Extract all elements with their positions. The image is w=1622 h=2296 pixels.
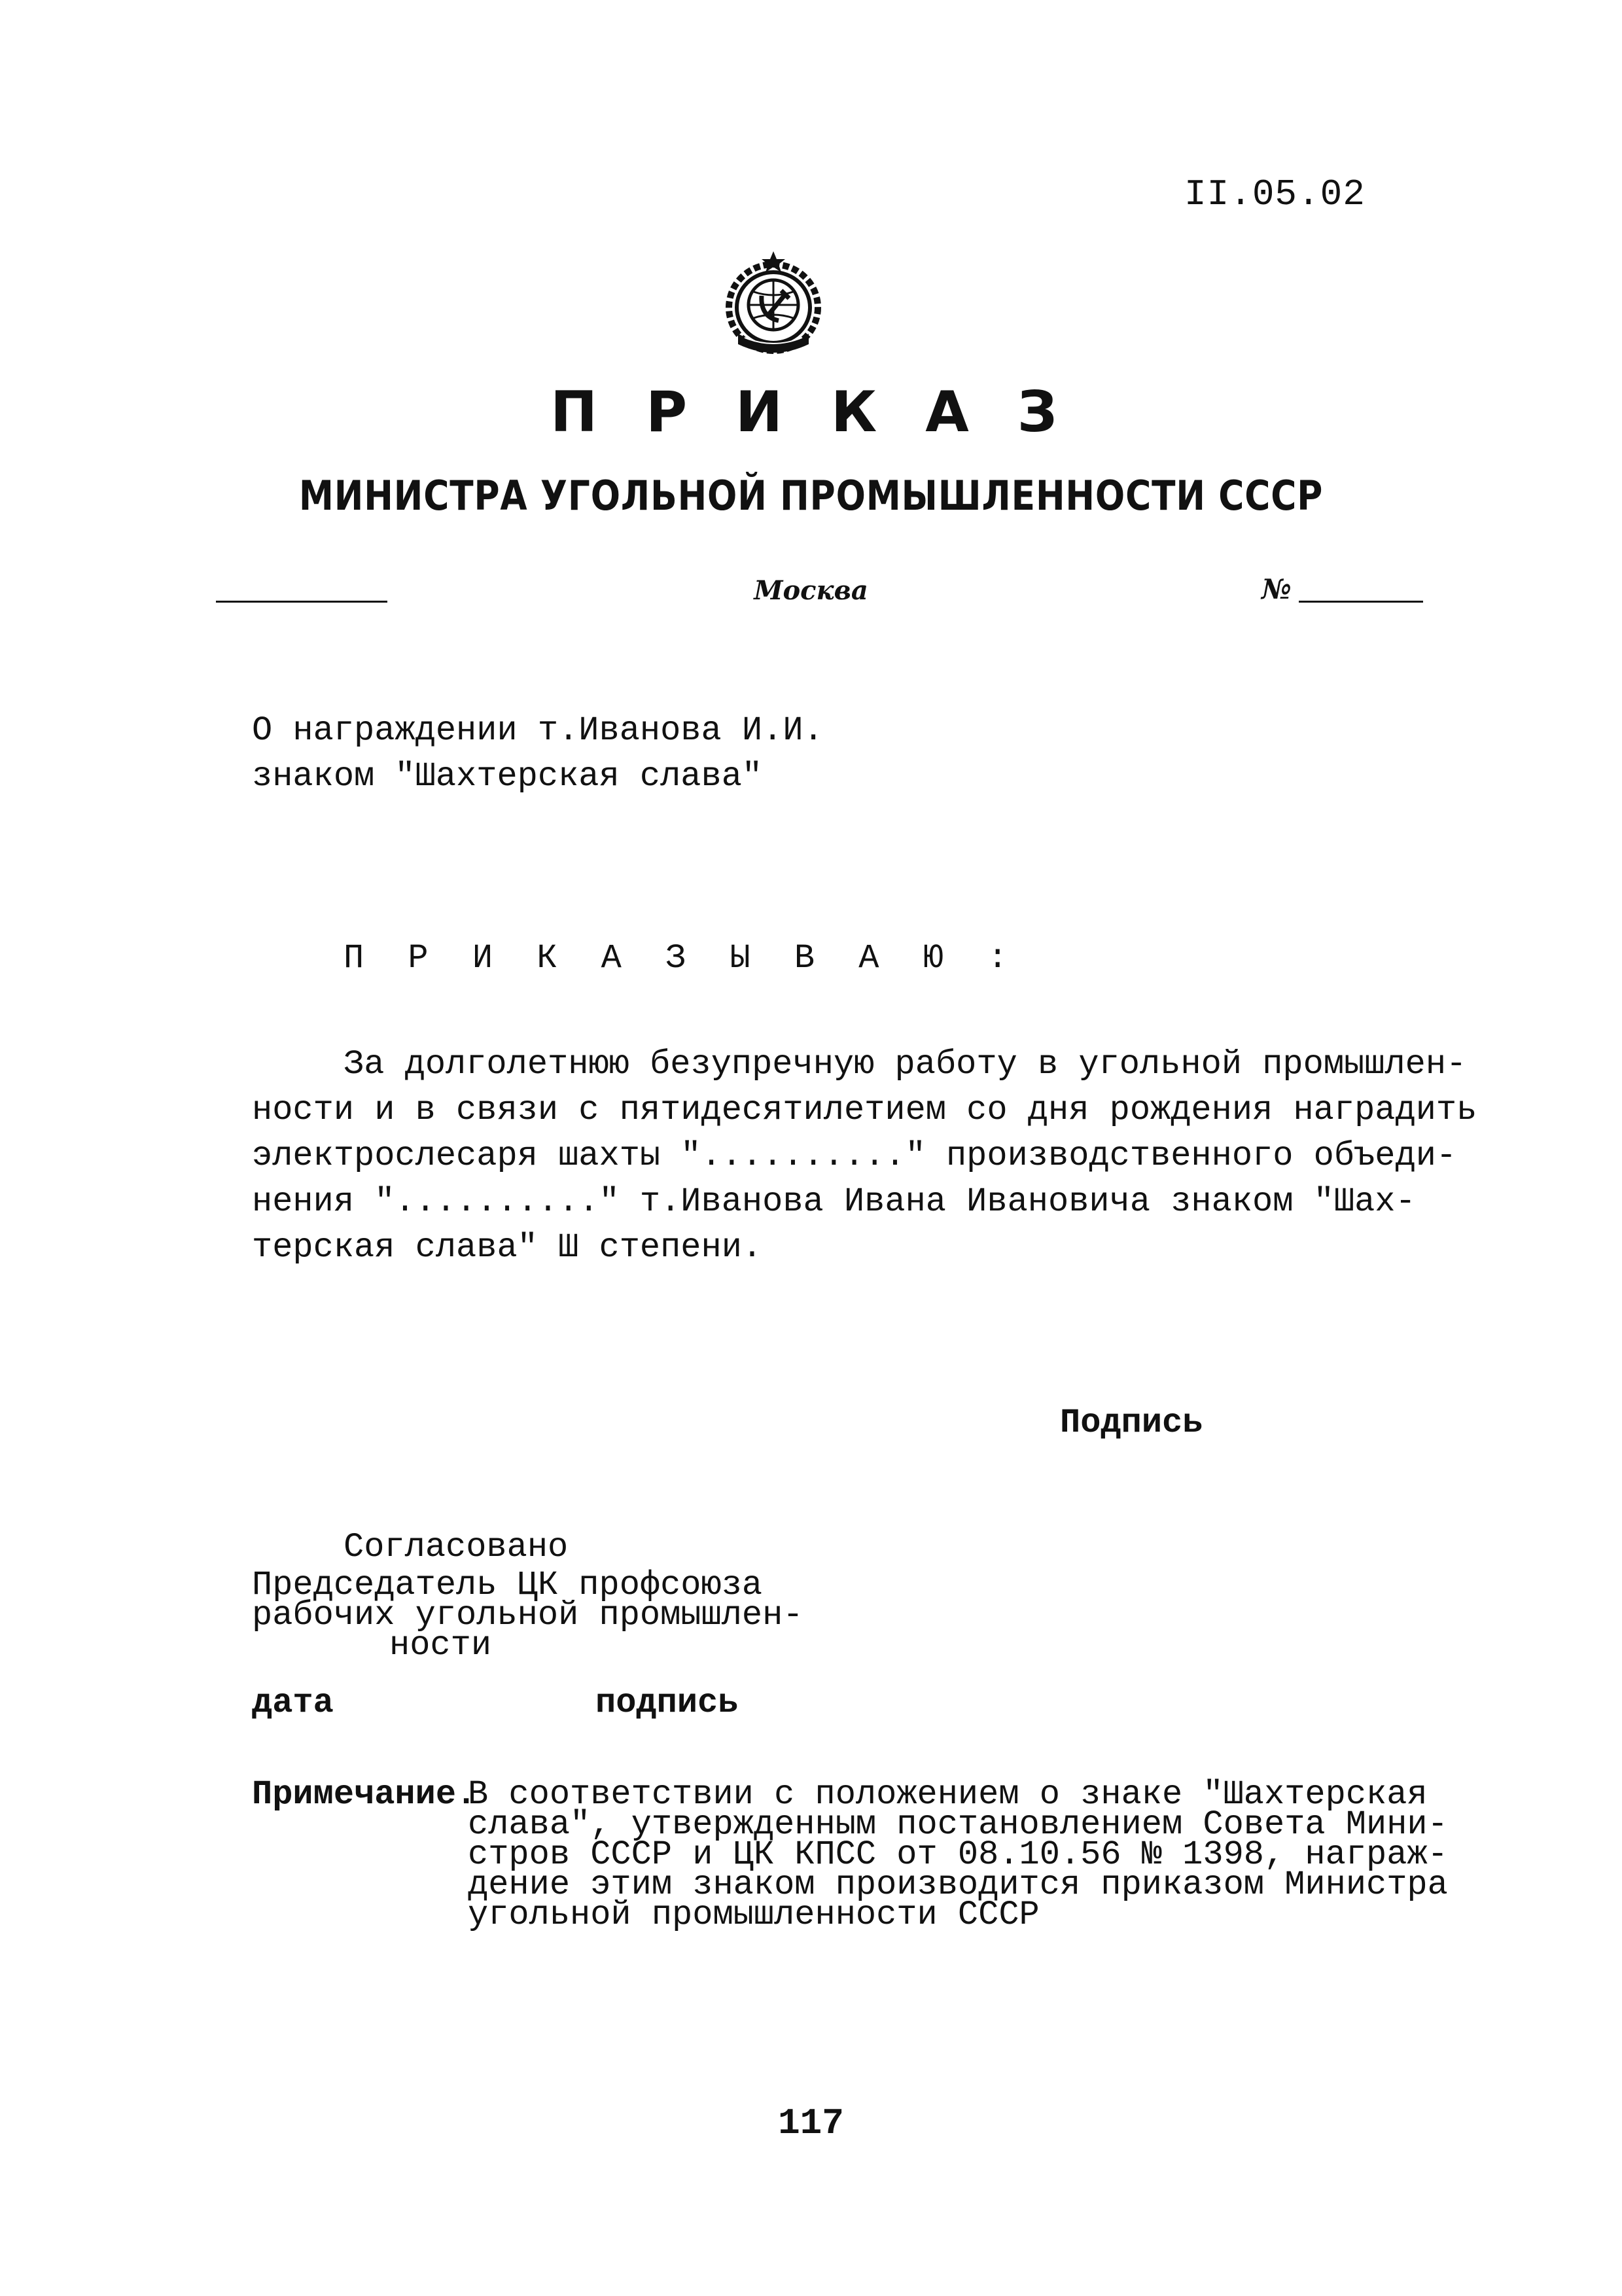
chairman-line: рабочих угольной промышлен- <box>252 1596 803 1634</box>
number-blank-line <box>1299 601 1423 603</box>
note-line: слава", утвержденным постановлением Совета Мини- <box>468 1805 1448 1844</box>
city-label: Москва <box>754 575 868 606</box>
body-line: ности и в связи с пятидесятилетием со дня рождения наградить <box>252 1091 1477 1129</box>
document-subtitle: МИНИСТРА УГОЛЬНОЙ ПРОМЫШЛЕННОСТИ СССР <box>298 472 1324 520</box>
order-subject: О награждении т.Иванова И.И. знаком "Шахтерская слава" <box>252 711 824 796</box>
note-line: стров СССР и ЦК КПСС от 08.10.56 № 1398, награж- <box>468 1835 1448 1874</box>
number-label: № <box>1261 573 1292 605</box>
agreement-date-label: дата <box>252 1684 334 1722</box>
ussr-state-emblem-icon <box>721 249 826 360</box>
note-line: В соответствии с положением о знаке "Шахтерская <box>468 1775 1428 1814</box>
page-number: 117 <box>778 2102 844 2144</box>
document-title: П Р И К А З <box>550 380 1072 445</box>
body-line: нения ".........." т.Иванова Ивана Ивановича знаком "Шах- <box>252 1182 1416 1221</box>
body-line: электрослесаря шахты ".........." производственного объеди- <box>252 1137 1457 1175</box>
note-line: угольной промышленности СССР <box>468 1896 1040 1934</box>
document-code: II.05.02 <box>1184 173 1366 215</box>
minister-signature: Подпись <box>1060 1404 1203 1442</box>
body-line: терская слава" Ш степени. <box>252 1228 763 1267</box>
order-word: П Р И К А З Ы В А Ю : <box>344 939 1020 978</box>
body-line: За долголетнюю безупречную работу в угольной промышлен- <box>344 1045 1467 1084</box>
agreement-signature-label: подпись <box>595 1684 739 1722</box>
agreement-heading: Согласовано <box>344 1528 569 1566</box>
chairman-line: ности <box>389 1626 492 1665</box>
note-label: Примечание. <box>252 1775 477 1814</box>
note-line: дение этим знаком производится приказом Министра <box>468 1865 1448 1904</box>
chairman-line: Председатель ЦК профсоюза <box>252 1566 763 1604</box>
